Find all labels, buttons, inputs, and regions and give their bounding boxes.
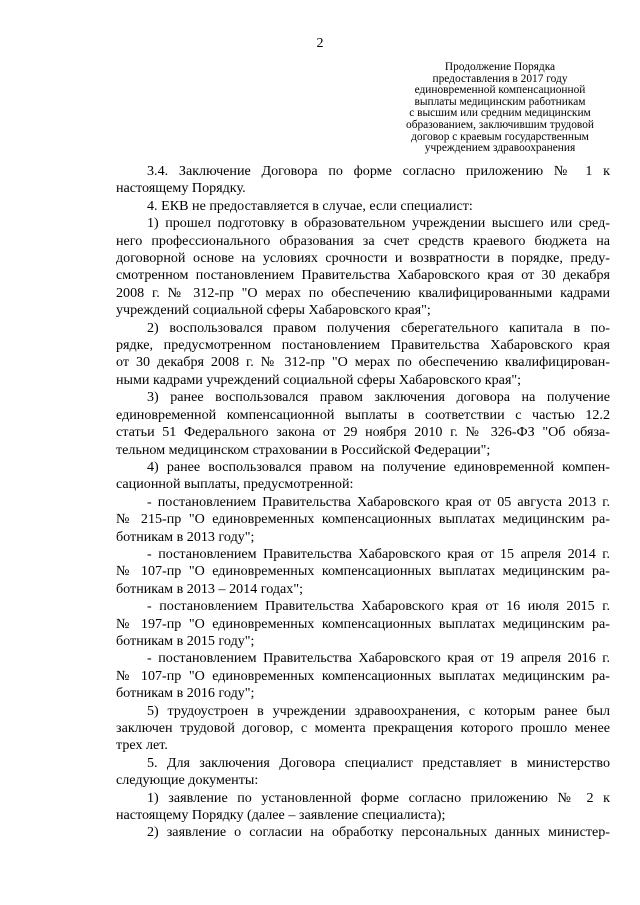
body-line: 2) воспользовался правом получения сберегательного капитала в по-	[147, 319, 610, 336]
header-line: Продолжение Порядка	[444, 61, 556, 73]
body-line: - постановлением Правительства Хабаровского края от 15 апреля 2014 г.	[147, 545, 610, 562]
body-line: трех лет.	[116, 737, 168, 754]
body-line: № 215-пр "О единовременных компенсационных выплатах медицинским ра-	[116, 511, 610, 528]
body-line: ботникам в 2013 году";	[116, 528, 255, 545]
body-line: № 107-пр "О единовременных компенсационных выплатах медицинским ра-	[116, 563, 610, 580]
body-line: следующие документы:	[116, 772, 259, 789]
body-line: 1) прошел подготовку в образовательном учреждении высшего или сред-	[147, 215, 610, 232]
body-line: ботникам в 2013 – 2014 годах";	[116, 580, 303, 597]
page-number: 2	[316, 36, 324, 51]
header-line: договор с краевым государственным	[411, 130, 589, 143]
body-line: - постановлением Правительства Хабаровского края от 19 апреля 2016 г.	[147, 650, 610, 667]
header-line: образованием, заключившим трудовой	[406, 118, 594, 131]
body-line: 4) ранее воспользовался правом на получение единовременной компен-	[147, 458, 610, 475]
body-line: - постановлением Правительства Хабаровского края от 16 июля 2015 г.	[147, 598, 610, 615]
body-line: 2008 г. № 312-пр "О мерах по обеспечению квалифицированными кадрами	[116, 284, 610, 301]
body-line: настоящему Порядку (далее – заявление специалиста);	[116, 807, 446, 824]
body-line: 5) трудоустроен в учреждении здравоохранения, с которым ранее был	[147, 702, 610, 719]
body-line: 3) ранее воспользовался правом заключения договора на получение	[147, 389, 610, 406]
body-line: 3.4. Заключение Договора по форме согласно приложению № 1 к	[147, 163, 610, 179]
body-line: единовременной компенсационной выплаты в соответствии с частью 12.2	[116, 406, 610, 423]
body-line: ными кадрами учреждений социальной сферы Хабаровского края";	[116, 371, 522, 388]
body-line: № 197-пр "О единовременных компенсационных выплатах медицинским ра-	[116, 615, 610, 632]
body-line: учреждений социальной сферы Хабаровского края";	[116, 302, 431, 319]
body-line: 1) заявление по установленной форме согласно приложению № 2 к	[147, 789, 610, 806]
body-line: 4. ЕКВ не предоставляется в случае, если специалист:	[147, 197, 473, 214]
body-line: ботникам в 2016 году";	[116, 685, 255, 702]
document-header	[380, 62, 620, 155]
body-line: заключен трудовой договор, с момента прекращения которого прошло менее	[116, 720, 610, 736]
body-line: рядке, предусмотренном постановлением Правительства Хабаровского края	[116, 337, 610, 354]
body-line: - постановлением Правительства Хабаровского края от 05 августа 2013 г.	[147, 493, 610, 510]
body-line: 5. Для заключения Договора специалист представляет в министерство	[147, 754, 610, 771]
body-line: настоящему Порядку.	[116, 180, 246, 197]
body-line: смотренном постановлением Правительства Хабаровского края от 30 декабря	[116, 267, 610, 284]
document-body	[116, 163, 610, 842]
header-line: предоставления в 2017 году	[432, 72, 568, 85]
body-line: сационной выплаты, предусмотренной:	[116, 476, 354, 493]
body-line: статьи 51 Федерального закона от 29 ноября 2010 г. № 326-ФЗ "Об обяза-	[116, 424, 610, 441]
header-line: учреждением здравоохранения	[424, 142, 576, 155]
body-line: договорной основе на условиях срочности и возвратности в порядке, преду-	[116, 250, 610, 267]
body-line: № 107-пр "О единовременных компенсационных выплатах медицинским ра-	[116, 667, 610, 684]
header-line: единовременной компенсационной	[414, 84, 586, 97]
body-line: него профессионального образования за счет средств краевого бюджета на	[116, 232, 610, 249]
body-line: 2) заявление о согласии на обработку персональных данных министер-	[147, 824, 610, 841]
body-line: ботникам в 2015 году";	[116, 632, 255, 649]
header-line: с высшим или средним медицинским	[409, 107, 591, 120]
body-line: тельном медицинском страховании в Российской Федерации";	[116, 441, 491, 458]
header-line: выплаты медицинским работникам	[414, 95, 586, 108]
body-line: от 30 декабря 2008 г. № 312-пр "О мерах по обеспечению квалифицирован-	[116, 354, 610, 371]
